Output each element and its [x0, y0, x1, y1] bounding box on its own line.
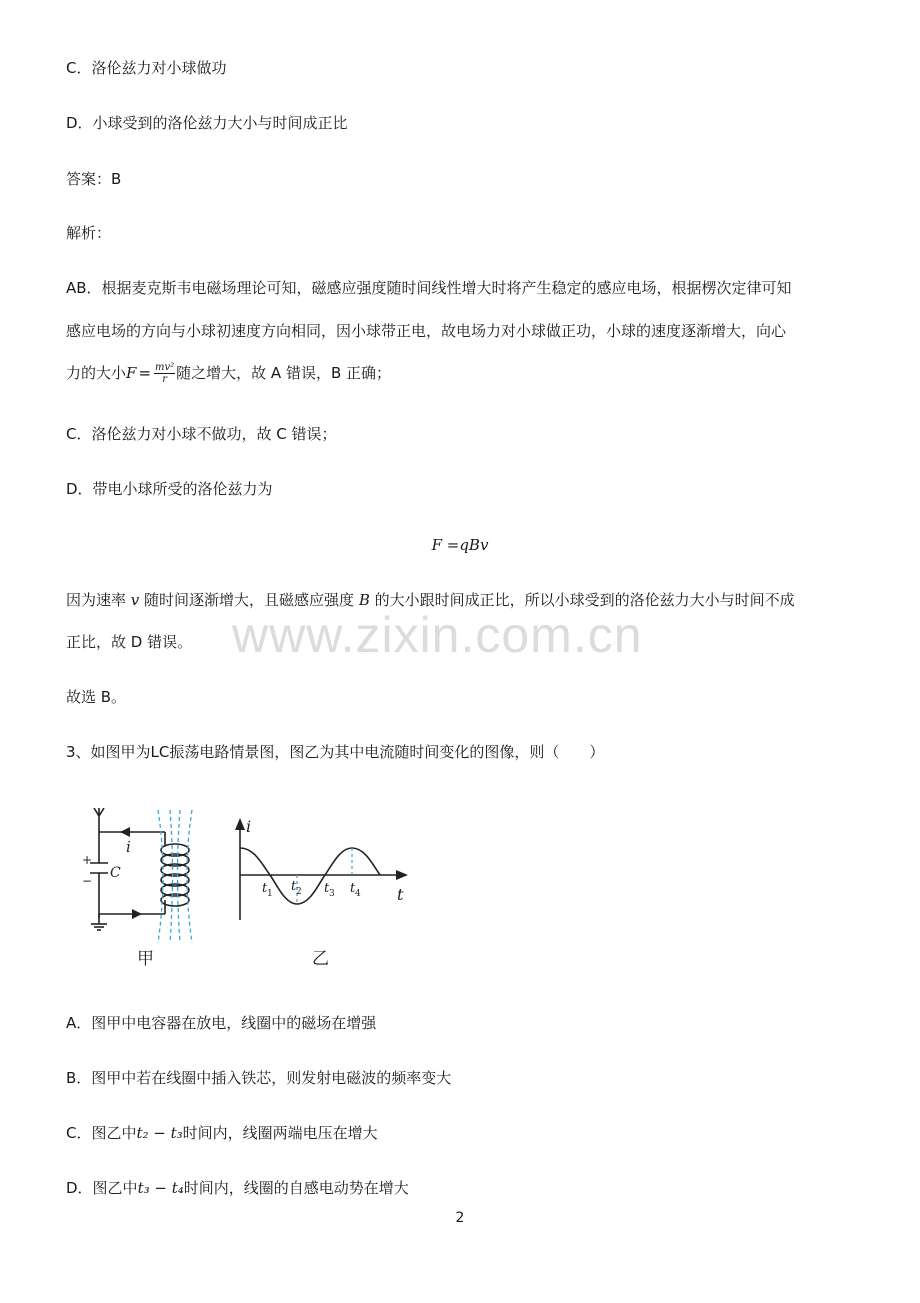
analysis-ab-line-1: AB．根据麦克斯韦电磁场理论可知，磁感应强度随时间线性增大时将产生稳定的感应电场，根据楞次定律可知	[66, 279, 792, 297]
axis-i-arrow-icon	[235, 818, 245, 830]
option-c-math: t₂ − t₃	[136, 1124, 183, 1142]
current-arrow-left-icon	[120, 827, 130, 837]
option-c-post: 时间内，线圈两端电压在增大	[182, 1124, 378, 1142]
option-d-previous: D．小球受到的洛伦兹力大小与时间成正比	[66, 114, 348, 132]
option-d	[66, 1178, 409, 1198]
because-c: 的大小跟时间成正比，所以小球受到的洛伦兹力大小与时间不成	[369, 591, 795, 609]
t1-sub: 1	[267, 889, 273, 899]
t2-label: t	[291, 879, 297, 894]
t2-sub: 2	[296, 887, 302, 897]
t4-label: t	[350, 881, 356, 896]
t3-sub: 3	[329, 889, 335, 899]
axis-i-label: i	[246, 817, 252, 836]
current-arrow-right-icon	[132, 909, 142, 919]
analysis-ab-line-2: 感应电场的方向与小球初速度方向相同，因小球带正电，故电场力对小球做正功，小球的速度逐渐增大，向心	[66, 322, 787, 340]
t3-label: t	[324, 881, 330, 896]
t4-sub: 4	[355, 889, 361, 899]
ab3-equals: =	[138, 364, 152, 382]
answer-line: 答案：B	[66, 170, 122, 188]
axis-t-arrow-icon	[396, 870, 408, 880]
analysis-ab-line-3	[66, 362, 391, 385]
watermark: www.zixin.com.cn	[232, 607, 643, 663]
lorentz-formula: F =qBv	[431, 536, 489, 554]
option-d-post: 时间内，线圈的自感电动势在增大	[183, 1179, 409, 1197]
field-symbol: B	[358, 591, 370, 609]
page-number: 2	[455, 1210, 465, 1226]
option-c	[66, 1123, 378, 1143]
option-c-pre: C．图乙中	[66, 1124, 137, 1142]
ab3-pre: 力的大小	[66, 364, 127, 382]
option-d-pre: D．图乙中	[66, 1179, 138, 1197]
centripetal-fraction	[154, 362, 175, 385]
caption-jia: 甲	[137, 949, 154, 969]
ab3-post: 随之增大，故 A 错误，B 正确；	[176, 364, 392, 382]
caption-yi: 乙	[312, 949, 329, 969]
analysis-d: D．带电小球所受的洛伦兹力为	[66, 480, 273, 498]
capacitor-plus: +	[82, 853, 93, 867]
capacitor-minus: −	[82, 874, 93, 888]
option-a: A．图甲中电容器在放电，线圈中的磁场在增强	[66, 1014, 377, 1032]
t1-label: t	[262, 881, 268, 896]
velocity-symbol: v	[130, 591, 140, 609]
question-3: 3、如图甲为LC振荡电路情景图，图乙为其中电流随时间变化的图像，则（ ）	[66, 743, 605, 761]
analysis-because-line-2: 正比，故 D 错误。	[66, 633, 193, 651]
because-b: 随时间逐渐增大，且磁感应强度	[139, 591, 359, 609]
choose-line: 故选 B。	[66, 688, 127, 706]
ab3-force-symbol: F	[126, 364, 137, 382]
lc-figure	[80, 808, 420, 973]
option-d-math: t₃ − t₄	[137, 1179, 184, 1197]
option-b: B．图甲中若在线圈中插入铁芯，则发射电磁波的频率变大	[66, 1069, 452, 1087]
fraction-numerator: mv²	[155, 362, 175, 373]
capacitor-label: C	[110, 865, 121, 881]
circuit-current-label: i	[126, 838, 131, 856]
axis-t-label: t	[397, 885, 404, 904]
because-a: 因为速率	[66, 591, 131, 609]
analysis-c: C．洛伦兹力对小球不做功，故 C 错误；	[66, 425, 337, 443]
fraction-denominator: r	[162, 374, 167, 385]
analysis-heading: 解析：	[66, 224, 112, 242]
option-c-previous: C．洛伦兹力对小球做功	[66, 59, 227, 77]
